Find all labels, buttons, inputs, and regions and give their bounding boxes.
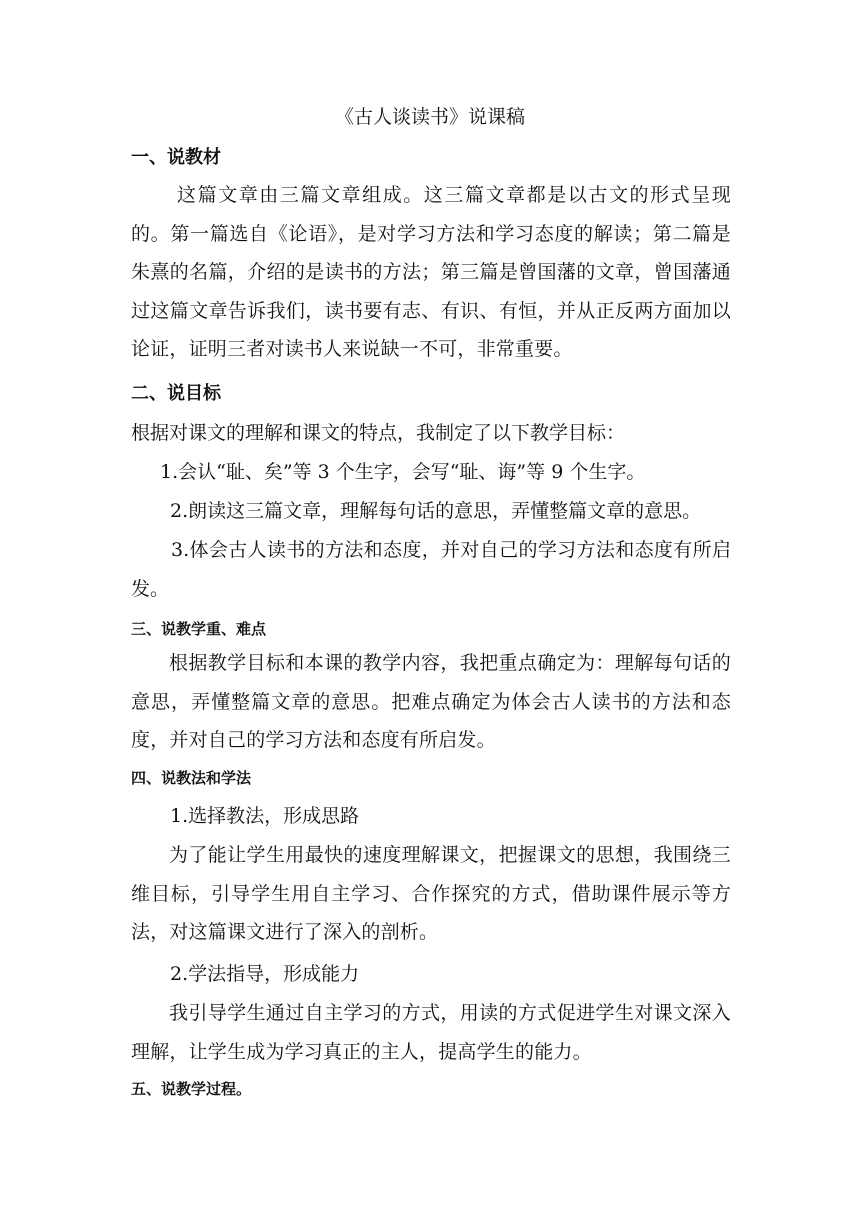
goals-intro: 根据对课文的理解和课文的特点，我制定了以下教学目标： <box>131 422 626 444</box>
section-paragraph-key-points: 根据教学目标和本课的教学内容，我把重点确定为：理解每句话的意思，弄懂整篇文章的意思。把难点确定为体会古人读书的方法和态度，并对自己的学习方法和态度有所启发。 <box>131 652 731 751</box>
section-heading-goals: 二、说目标 <box>131 383 221 404</box>
section-heading-process: 五、说教学过程。 <box>131 1080 252 1098</box>
goal-item-1: 1.会认“耻、矣”等 3 个生字，会写“耻、诲”等 9 个生字。 <box>160 461 646 483</box>
goal-item-2: 2.朗读这三篇文章，理解每句话的意思，弄懂整篇文章的意思。 <box>170 500 702 522</box>
section-heading-methods: 四、说教法和学法 <box>131 769 252 787</box>
section-paragraph-textbook: 这篇文章由三篇文章组成。这三篇文章都是以古文的形式呈现的。第一篇选自《论语》，是对学习方法和学习态度的解读；第二篇是朱熹的名篇，介绍的是读书的方法；第三篇是曾国藩的文章，曾国藩通过这篇文章告诉我们，读书要有志、有识、有恒，并从正反两方面加以论证，证明三者对读书人来说缺一不可，非常重要。 <box>131 184 731 360</box>
section-heading-textbook: 一、说教材 <box>131 147 221 168</box>
method-subheading-2: 2.学法指导，形成能力 <box>170 963 360 985</box>
goal-item-3: 3.体会古人读书的方法和态度，并对自己的学习方法和态度有所启发。 <box>131 539 731 600</box>
method-paragraph-2: 我引导学生通过自主学习的方式，用读的方式促进学生对课文深入理解，让学生成为学习真正的主人，提高学生的能力。 <box>131 1002 731 1063</box>
document-title: 《古人谈读书》说课稿 <box>334 106 525 128</box>
section-heading-key-points: 三、说教学重、难点 <box>131 620 267 638</box>
method-subheading-1: 1.选择教法，形成思路 <box>170 805 360 827</box>
method-paragraph-1: 为了能让学生用最快的速度理解课文，把握课文的思想，我围绕三维目标，引导学生用自主学习、合作探究的方式，借助课件展示等方法，对这篇课文进行了深入的剖析。 <box>131 844 731 943</box>
